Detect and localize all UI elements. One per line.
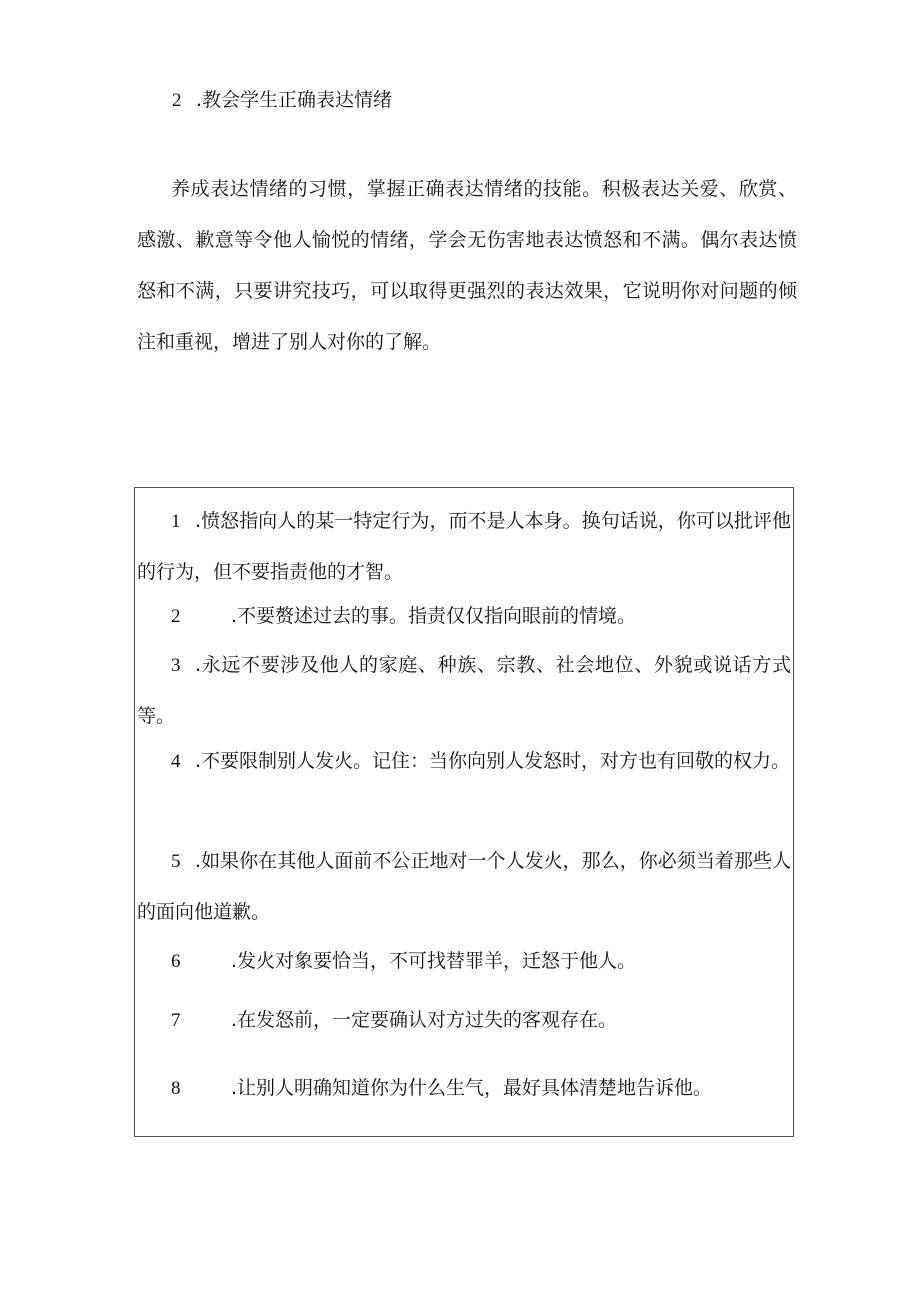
rule-number: 7	[171, 1010, 181, 1031]
rules-box	[134, 487, 794, 1137]
rule-number: 5	[171, 851, 181, 872]
rule-text: .永远不要涉及他人的家庭、种族、宗教、社会地位、外貌或说话方式等。	[137, 654, 791, 727]
section-number: 2	[172, 90, 182, 111]
rule-item-5	[137, 836, 791, 937]
rule-item-2	[137, 591, 791, 642]
rule-item-6	[137, 936, 791, 987]
rule-text: .让别人明确知道你为什么生气，最好具体清楚地告诉他。	[231, 1077, 713, 1099]
rule-item-3	[137, 640, 791, 741]
rule-number: 4	[171, 751, 181, 772]
rule-text: .愤怒指向人的某一特定行为，而不是人本身。换句话说，你可以批评他的行为，但不要指责他的才智。	[137, 510, 791, 583]
rule-item-7	[137, 995, 791, 1046]
rule-number: 1	[171, 511, 181, 532]
rule-number: 2	[171, 606, 181, 627]
rule-number: 3	[171, 655, 181, 676]
rule-item-8	[137, 1063, 791, 1114]
rule-text: .如果你在其他人面前不公正地对一个人发火，那么，你必须当着那些人的面向他道歉。	[137, 850, 791, 923]
rule-text: .不要赘述过去的事。指责仅仅指向眼前的情境。	[231, 605, 637, 627]
intro-paragraph: 养成表达情绪的习惯，掌握正确表达情绪的技能。积极表达关爱、欣赏、感激、歉意等令他人愉悦的情绪，学会无伤害地表达愤怒和不满。偶尔表达愤怒和不满，只要讲究技巧，可以取得更强烈的表达效果，它说明你对问题的倾注和重视，增进了别人对你的了解。	[137, 178, 797, 353]
rule-text: .在发怒前，一定要确认对方过失的客观存在。	[231, 1009, 618, 1031]
rule-number: 8	[171, 1078, 181, 1099]
rule-text: .发火对象要恰当，不可找替罪羊，迁怒于他人。	[231, 950, 637, 972]
section-title: .教会学生正确表达情绪	[196, 89, 393, 111]
rule-item-1	[137, 496, 791, 597]
rule-text: .不要限制别人发火。记住：当你向别人发怒时，对方也有回敬的权力。	[195, 750, 791, 772]
section-heading	[172, 86, 392, 115]
rule-item-4	[137, 736, 791, 787]
rule-number: 6	[171, 951, 181, 972]
